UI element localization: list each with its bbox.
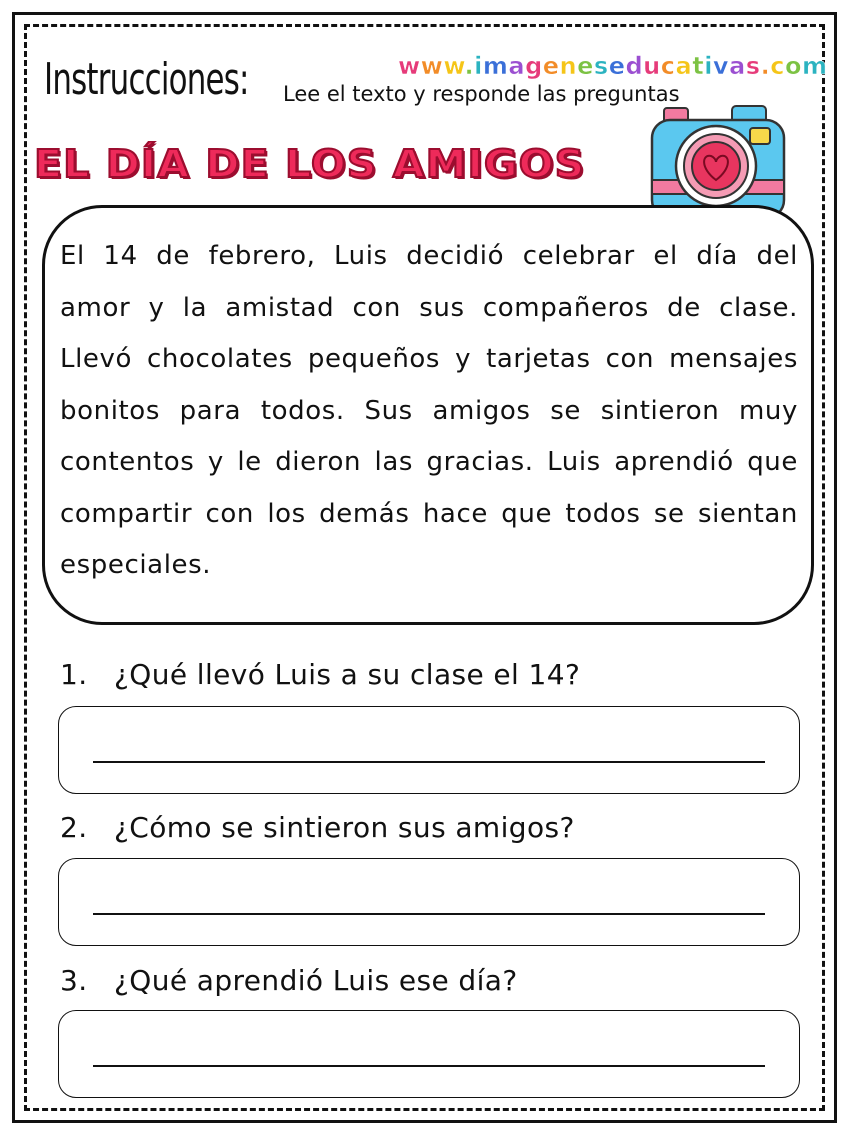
question-number: 1. <box>60 658 88 691</box>
answer-box-2[interactable] <box>58 858 800 946</box>
question-1 <box>60 658 580 691</box>
website-letter: g <box>525 52 543 80</box>
question-text: ¿Cómo se sintieron sus amigos? <box>114 811 575 844</box>
website-letter: t <box>692 52 705 80</box>
website-letter: v <box>712 52 730 80</box>
instructions-label: Instrucciones: <box>44 54 249 105</box>
website-letter: m <box>482 52 509 80</box>
answer-line <box>93 1065 765 1067</box>
website-letter: m <box>801 52 828 80</box>
website-letter: w <box>420 52 444 80</box>
website-letter: i <box>474 52 483 80</box>
website-letter: e <box>608 52 626 80</box>
website-letter: w <box>443 52 465 80</box>
website-letter: a <box>729 52 746 80</box>
website-watermark <box>398 52 827 80</box>
website-letter: c <box>770 52 785 80</box>
question-text: ¿Qué aprendió Luis ese día? <box>114 964 518 997</box>
website-letter: e <box>542 52 560 80</box>
answer-line <box>93 761 765 763</box>
website-letter: c <box>660 52 676 80</box>
instructions-text: Lee el texto y responde las preguntas <box>283 82 680 106</box>
website-letter: e <box>577 52 594 80</box>
question-2 <box>60 811 575 844</box>
website-letter: . <box>760 52 771 80</box>
worksheet-title: EL DÍA DE LOS AMIGOS <box>34 142 586 186</box>
website-letter: w <box>398 52 421 80</box>
answer-box-3[interactable] <box>58 1010 800 1098</box>
website-letter: i <box>704 52 713 80</box>
website-letter: a <box>508 52 526 80</box>
website-letter: . <box>464 52 475 80</box>
website-letter: n <box>559 52 578 80</box>
website-letter: u <box>643 52 661 80</box>
question-number: 2. <box>60 811 88 844</box>
question-3 <box>60 964 518 997</box>
website-letter: s <box>745 52 761 80</box>
website-letter: a <box>675 52 693 80</box>
website-letter: s <box>593 52 609 80</box>
website-letter: d <box>625 52 644 80</box>
answer-line <box>93 913 765 915</box>
question-text: ¿Qué llevó Luis a su clase el 14? <box>114 658 581 691</box>
website-letter: o <box>784 52 802 80</box>
reading-passage: El 14 de febrero, Luis decidió celebrar el día del amor y la amistad con sus compañeros de clase. Llevó chocolates pequeños y tarjetas con mensajes bonitos para todos. Sus amigos se sintieron muy contentos y le dieron las gracias. Luis aprendió que compartir con los demás hace que todos se sientan especiales. <box>60 241 798 580</box>
answer-box-1[interactable] <box>58 706 800 794</box>
question-number: 3. <box>60 964 88 997</box>
